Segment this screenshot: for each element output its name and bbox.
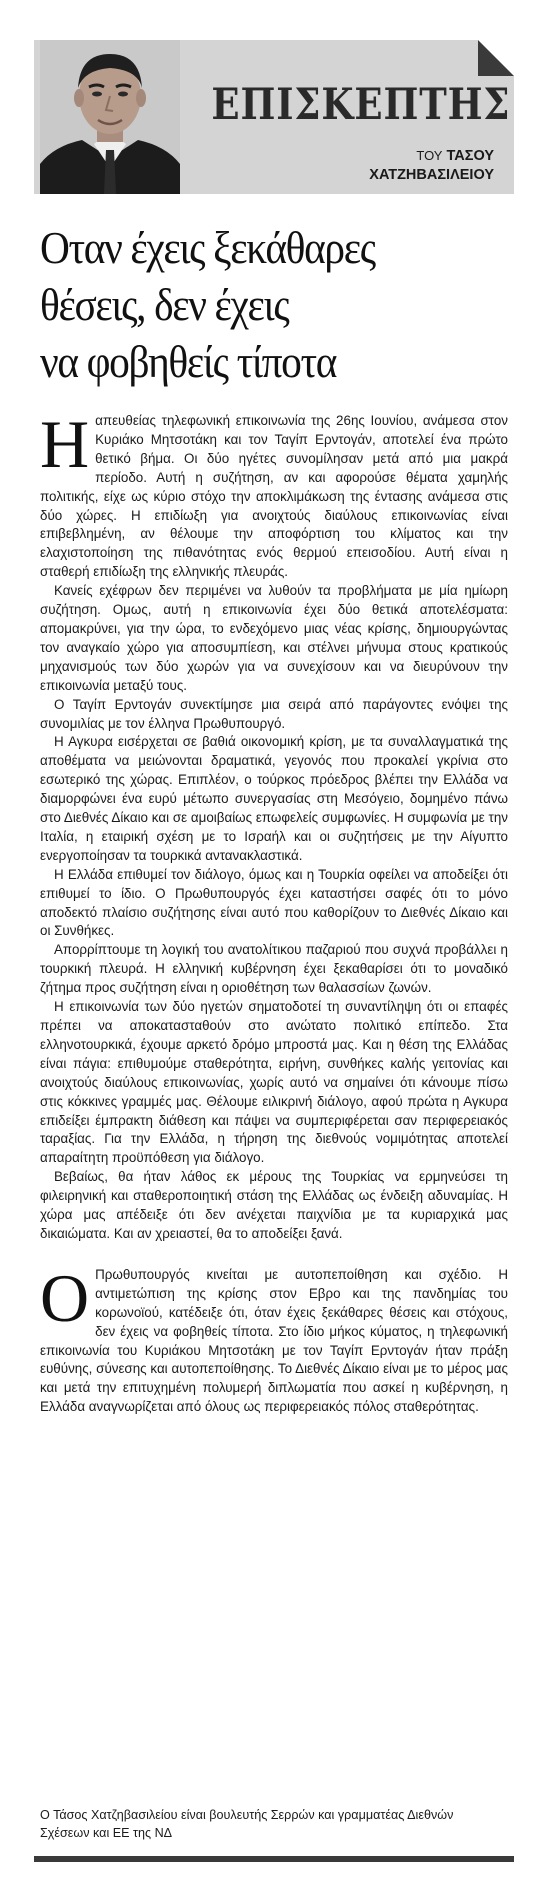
byline [369, 146, 494, 185]
headline-line-3: να φοβηθείς τίποτα [40, 337, 337, 387]
paragraph-5: Η Ελλάδα επιθυμεί τον διάλογο, όμως και η Τουρκία οφείλει να αποδείξει ότι επιθυμεί το ίδιο. Ο Πρωθυπουργός έχει καταστήσει σαφές ότι το μόνο αποδεκτό πλαίσιο συζήτησης είναι αυτό που καθορίζουν το Διεθνές Δίκαιο και οι Συνθήκες. [40, 866, 508, 939]
headline-line-1: Οταν έχεις ξεκάθαρες [40, 223, 375, 273]
paragraph-1-text: απευθείας τηλεφωνική επικοινωνία της 26ης Ιουνίου, ανάμεσα στον Κυριάκο Μητσοτάκη και τον Ταγίπ Ερντογάν, αποτελεί ένα πρώτο θετικό βήμα. Οι δύο ηγέτες συνομίλησαν μετά από μια μακρά περίοδο. Αυτή η συζήτηση, αν και αφορούσε θέματα χαμηλής πολιτικής, είχε ως κύριο στόχο την αποκλιμάκωση της έντασης ανάμεσα στις δύο χώρες. Η επιδίωξη για ανοιχτούς διαύλους επικοινωνίας είναι επιβεβλημένη, αν θέλουμε την αποφόρτιση του κλίματος και την ελαχιστοποίηση της πιθανότητας ενός θερμού επεισοδίου. Αυτή είναι η σταθερή επιδίωξη της ελληνικής πλευράς. [40, 413, 508, 580]
paragraph-7: Η επικοινωνία των δύο ηγετών σηματοδοτεί τη συναντίληψη ότι οι επαφές πρέπει να αποκατασταθούν στο ανώτατο πολιτικό επίπεδο. Στα ελληνοτουρκικά, έχουμε αρκετό δρόμο μπροστά μας. Και η θέση της Ελλάδας είναι πάγια: επιθυμούμε σταθερότητα, ειρήνη, συνθήκες καλής γειτονίας και ανοιχτούς διαύλους επικοινωνίας, χωρίς αυτό να σημαίνει ότι κάνουμε πίσω στις κόκκινες γραμμές μας. Θέλουμε ειλικρινή διάλογο, αφού πρώτα η Αγκυρα επιδείξει έμπρακτη διάθεση και πάψει να συμπεριφέρεται σαν περιφερειακός ταραξίας. Για την Ελλάδα, η τήρηση της διεθνούς νομιμότητας αποτελεί απαραίτητη προϋπόθεση για διάλογο. [40, 999, 508, 1166]
closing-paragraph [40, 1259, 508, 1417]
article-body [40, 406, 508, 1417]
paragraph-4: Η Αγκυρα εισέρχεται σε βαθιά οικονομική κρίση, με τα συναλλαγματικά της αποθέματα να μειώνονται δραματικά, γεγονός που προκαλεί γκρίνια στο εσωτερικό της χώρας. Επιπλέον, ο τούρκος πρόεδρος βλέπει την Ελλάδα να διαμορφώνει ένα ευρύ μέτωπο συνεργασίας στη Μεσόγειο, δομημένο πάνω στο Διεθνές Δίκαιο και σε αμοιβαίως επωφελείς συμφωνίες. Η συμφωνία με την Ιταλία, η εταιρική σχέση με το Ισραήλ και οι συζητήσεις με την Αίγυπτο ενεργοποίησαν τα τουρκικά αντανακλαστικά. [40, 734, 508, 863]
column-name: ΕΠΙΣΚΕΠΤΗΣ [211, 80, 511, 130]
closing-drop-cap: Ο [40, 1259, 90, 1336]
column-header [34, 40, 514, 194]
byline-prefix: ΤΟΥ [416, 148, 443, 163]
bottom-rule [34, 1856, 514, 1862]
author-last-name: ΧΑΤΖΗΒΑΣΙΛΕΙΟΥ [369, 167, 494, 183]
paragraph-2: Κανείς εχέφρων δεν περιμένει να λυθούν τα προβλήματα με μία ημίωρη συζήτηση. Ομως, αυτή η επικοινωνία έχει δύο θετικά αποτελέσματα: απομακρύνει, για την ώρα, το ενδεχόμενο μιας νέας κρίσης, δημιουργώντας τον αναγκαίο χώρο για αποσυμπίεση, και στέλνει μήνυμα στους κρατικούς μηχανισμούς των δύο χωρών για να συνεχίσουν και να διευρύνουν την επικοινωνία μεταξύ τους. [40, 583, 508, 693]
author-portrait [40, 40, 180, 194]
paragraph-3: Ο Ταγίπ Ερντογάν συνεκτίμησε μια σειρά από παράγοντες ενόψει της συνομιλίας με τον έλληνα Πρωθυπουργό. [40, 696, 508, 731]
corner-fold [478, 40, 514, 76]
author-footnote: Ο Τάσος Χατζηβασιλείου είναι βουλευτής Σερρών και γραμματέας Διεθνών Σχέσεων και ΕΕ της ΝΔ [40, 1808, 454, 1840]
paragraph-8: Βεβαίως, θα ήταν λάθος εκ μέρους της Τουρκίας να ερμηνεύσει τη φιλειρηνική και σταθεροποιητική στάση της Ελλάδας ως ένδειξη αδυναμίας. Η χώρα μας απέδειξε ότι δεν ανέχεται παιχνίδια με τα κυριαρχικά μας δικαιώματα. Και αν χρειαστεί, θα το αποδείξει ξανά. [40, 1169, 508, 1241]
closing-paragraph-text: Πρωθυπουργός κινείται με αυτοπεποίθηση και σχέδιο. Η αντιμετώπιση της κρίσης στον Εβρο και της πανδημίας του κορωνοϊού, κατέδειξε ότι, όταν έχεις ξεκάθαρες θέσεις και στόχους, δεν έχεις να φοβηθείς τίποτα. Στο ίδιο μήκος κύματος, η τηλεφωνική επικοινωνία του Κυριάκου Μητσοτάκη με τον Ταγίπ Ερντογάν ήταν πράξη ευθύνης, σύνεσης και αυτοπεποίθησης. Το Διεθνές Δίκαιο είναι με το μέρος μας και μετά την επιτυχημένη πολυμερή διπλωματία που ασκεί η κυβέρνηση, η Ελλάδα αναγνωρίζεται από όλους ως περιφερειακός πόλος σταθερότητας. [40, 1266, 508, 1415]
author-first-name: ΤΑΣΟΥ [446, 148, 494, 164]
headline-line-2: θέσεις, δεν έχεις [40, 280, 289, 330]
drop-cap: Η [40, 406, 90, 482]
paragraph-1 [40, 406, 508, 582]
article-headline [40, 220, 472, 391]
paragraph-6: Απορρίπτουμε τη λογική του ανατολίτικου παζαριού που συχνά προβάλλει η τουρκική πλευρά. Η ελληνική κυβέρνηση έχει ξεκαθαρίσει ότι το μοναδικό ζήτημα προς συζήτηση είναι η οριοθέτηση των θαλασσίων ζωνών. [40, 942, 508, 996]
